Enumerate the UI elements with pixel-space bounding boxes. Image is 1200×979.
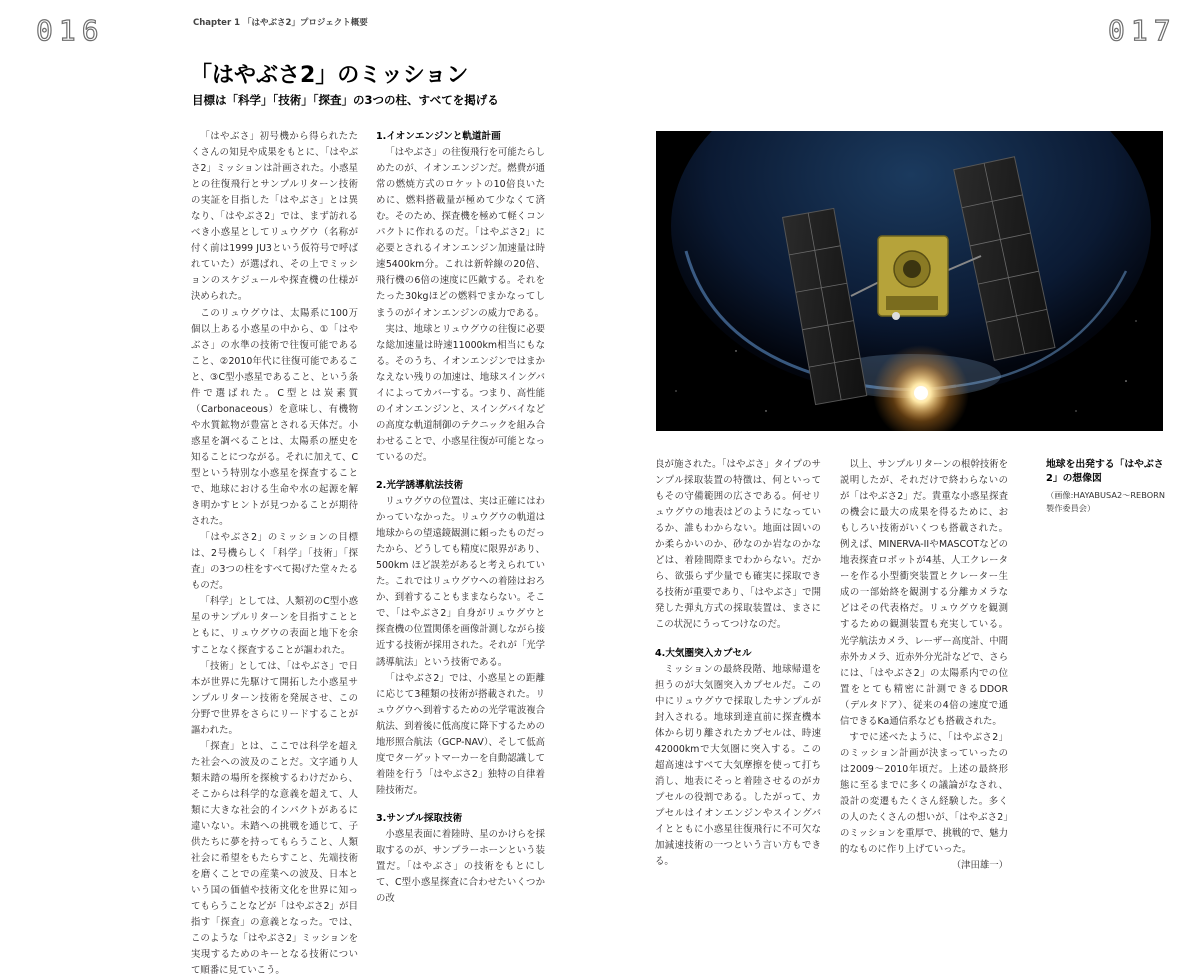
page-number-right: 017	[1108, 14, 1177, 47]
paragraph: このリュウグウは、太陽系に100万個以上ある小惑星の中から、①「はやぶさ」の水準の技術で往復可能であること、②2010年代に往復可能であること、③C型小惑星であること、という条件で選ばれた。C型とは炭素質（Carbonaceous）を意味し、有機物や水質鉱物が豊富とされる天体だ。小惑星を調べることは、太陽系の歴史を知ることにつながる。それに加えて、C型という特別な小惑星を探査することで、地球における生命や水の起源を解き明かすヒントが見つかることが期待された。	[191, 307, 358, 528]
paragraph: 「はやぶさ2」のミッションの目標は、2号機らしく「科学」「技術」「探査」の3つの柱をすべて掲げた堂々たるものだ。	[191, 532, 358, 592]
text-column-3	[655, 457, 821, 870]
section-heading-2: 2.光学誘導航法技術	[376, 479, 464, 491]
section-heading-4: 4.大気圏突入カプセル	[655, 647, 752, 659]
author-credit: （津田雄一）	[951, 860, 1008, 872]
paragraph: 実は、地球とリュウグウの往復に必要な総加速量は時速11000km相当にもなる。そのうち、イオンエンジンではまかなえない残りの加速は、地球スイングバイによってカバーする。つまり、高性能のイオンエンジンと、スイングバイなどの高度な軌道制御のテクニックを組み合わせることで、小惑星往復が可能となっているのだ。	[376, 323, 545, 463]
image-credit: （画像:HAYABUSA2～REBORN製作委員会）	[1046, 490, 1165, 513]
paragraph: 「はやぶさ」初号機から得られたたくさんの知見や成果をもとに、「はやぶさ2」ミッションは計画された。小惑星との往復飛行とサンプルリターン技術の実証を目指した「はやぶさ」とは異なり、「はやぶさ2」では、まず訪れるべき小惑星としてリュウグウ（名称が付く前は1999 JU3という仮符号で呼ばれていた）が選ばれ、その上でミッションのスケジュールや探査機の仕様が決められた。	[191, 131, 358, 303]
paragraph: 「技術」としては、「はやぶさ」で日本が世界に先駆けて開拓した小惑星サンプルリターン技術を発展させ、この分野で世界をさらにリードすることが謳われた。	[191, 660, 358, 736]
paragraph: 以上、サンプルリターンの根幹技術を説明したが、それだけで終わらないのが「はやぶさ2」だ。貴重な小惑星探査の機会に最大の成果を得るために、おもしろい技術がいくつも搭載された。例えば、MINERVA-IIやMASCOTなどの地表探査ロボットが4基、人工クレーターを作る小型衝突装置とクレーター生成の一部始終を観測する分離カメラなどはその代表格だ。リュウグウを観測するための観測装置も充実している。光学航法カメラ、レーザー高度計、中間赤外カメラ、近赤外分光計などで、さらには、「はやぶさ2」の太陽系内での位置をとても精密に計測できるDDOR（デルタドア）、従来の4倍の速度で通信できるKa通信系なども搭載された。	[840, 459, 1009, 727]
paragraph: 「科学」としては、人類初のC型小惑星のサンプルリターンを目指すこととともに、リュウグウの表面と地下を余すことなく探査することが謳われた。	[191, 596, 358, 656]
paragraph: リュウグウの位置は、実は正確にはわかっていなかった。リュウグウの軌道は地球からの望遠鏡観測に頼ったものだったから、どうしても精度に限界があり、500km ほど誤差があると考えられていた。これではリュウグウへの着陸はおろか、到着することもままならない。そこで、「はやぶさ2」自身がリュウグウと探査機の位置関係を画像計測しながら接近する技術が採用された。それが「光学誘導航法」という技術である。	[376, 496, 545, 668]
image-caption-title: 地球を出発する「はやぶさ2」の想像図	[1046, 459, 1164, 484]
paragraph: ミッションの最終段階、地球帰還を担うのが大気圏突入カプセルだ。この中にリュウグウで採取したサンプルが封入される。地球到達直前に探査機本体から切り離されたカプセルは、時速42000kmで大気圏に突入する。この超高速はすべて大気摩擦を使って打ち消し、地表にそっと着陸させるのがカプセルの役割である。したがって、カプセルはイオンエンジンやスイングバイとともに小惑星往復飛行に不可欠な加減速技術の一つという言い方もできる。	[655, 663, 821, 868]
text-column-2	[376, 129, 545, 907]
spacecraft-image	[656, 131, 1163, 431]
paragraph: 小惑星表面に着陸時、星のかけらを採取するのが、サンプラーホーンという装置だ。「はやぶさ」の技術をもとにして、C型小惑星探査に合わせたいくつかの改	[376, 828, 545, 905]
section-heading-1: 1.イオンエンジンと軌道計画	[376, 131, 501, 142]
paragraph: 「はやぶさ2」では、小惑星との距離に応じて3種類の技術が搭載された。リュウグウへ到着するための光学電波複合航法、到着後に低高度に降下するための地形照合航法（GCP-NAV）、そして低高度でターゲットマーカーを自動認識して着陸を行う「はやぶさ2」独特の自律着陸技術だ。	[376, 672, 545, 796]
spacecraft-illustration-icon	[656, 131, 1163, 431]
article-title: 「はやぶさ2」のミッション	[190, 63, 469, 88]
article-subtitle: 目標は「科学」「技術」「探査」の3つの柱、すべてを掲げる	[192, 93, 499, 107]
paragraph: 良が施された。「はやぶさ」タイプのサンプル採取装置の特徴は、何といってもその守備範囲の広さである。何せリュウグウの地表はどのようになっているか、誰もわからない。地面は固いのか柔らかいのか、砂なのか岩なのかなどは、着陸間際までわからない。だから、欲張らず少量でも確実に採取できる技術が重要であり、「はやぶさ」で開発した弾丸方式の採取装置は、まさにこの状況にうってつけなのだ。	[655, 459, 821, 631]
page-number-left: 016	[36, 14, 105, 47]
paragraph: 「はやぶさ」の往復飛行を可能たらしめたのが、イオンエンジンだ。燃費が通常の燃焼方式のロケットの10倍良いために、燃料搭載量が極めて少なくて済む。そのため、探査機を極めて軽くコンパクトに作れるのだ。「はやぶさ2」に必要とされるイオンエンジン加速量は時速5400km分。これは新幹線の20倍、飛行機の6倍の速度に匹敵する。それをたった30kgほどの燃料でまかなってしまうのがイオンエンジンの威力である。	[376, 147, 545, 319]
section-heading-3: 3.サンプル採取技術	[376, 812, 463, 824]
text-column-4	[840, 457, 1008, 874]
text-column-1	[191, 129, 358, 979]
chapter-header: Chapter 1 「はやぶさ2」プロジェクト概要	[193, 18, 368, 28]
paragraph: すでに述べたように、「はやぶさ2」のミッション計画が決まっていったのは2009～2010年頃だ。上述の最終形態に至るまでに多くの議論がなされ、設計の変遷もたくさん経験した。多くの人のたくさんの想いが、「はやぶさ2」のミッションを重厚で、挑戦的で、魅力的なものに作り上げていった。	[840, 731, 1009, 856]
paragraph: 「探査」とは、ここでは科学を超えた社会への波及のことだ。文字通り人類未踏の場所を探検するわけだから、そこからは科学的な意義を超えて、人類に大きな社会的インパクトがあるに違いない。未踏への挑戦を通じて、子供たちに夢を持ってもらうこと、人類社会に希望をもたらすこと、先端技術を磨くことでの産業への波及、日本という国の価値や技術文化を世界に知ってもらうことなどが「はやぶさ2」が目指す「探査」の意義となった。では、このような「はやぶさ2」ミッションを実現するためのキーとなる技術について順番に見ていこう。	[191, 740, 358, 977]
